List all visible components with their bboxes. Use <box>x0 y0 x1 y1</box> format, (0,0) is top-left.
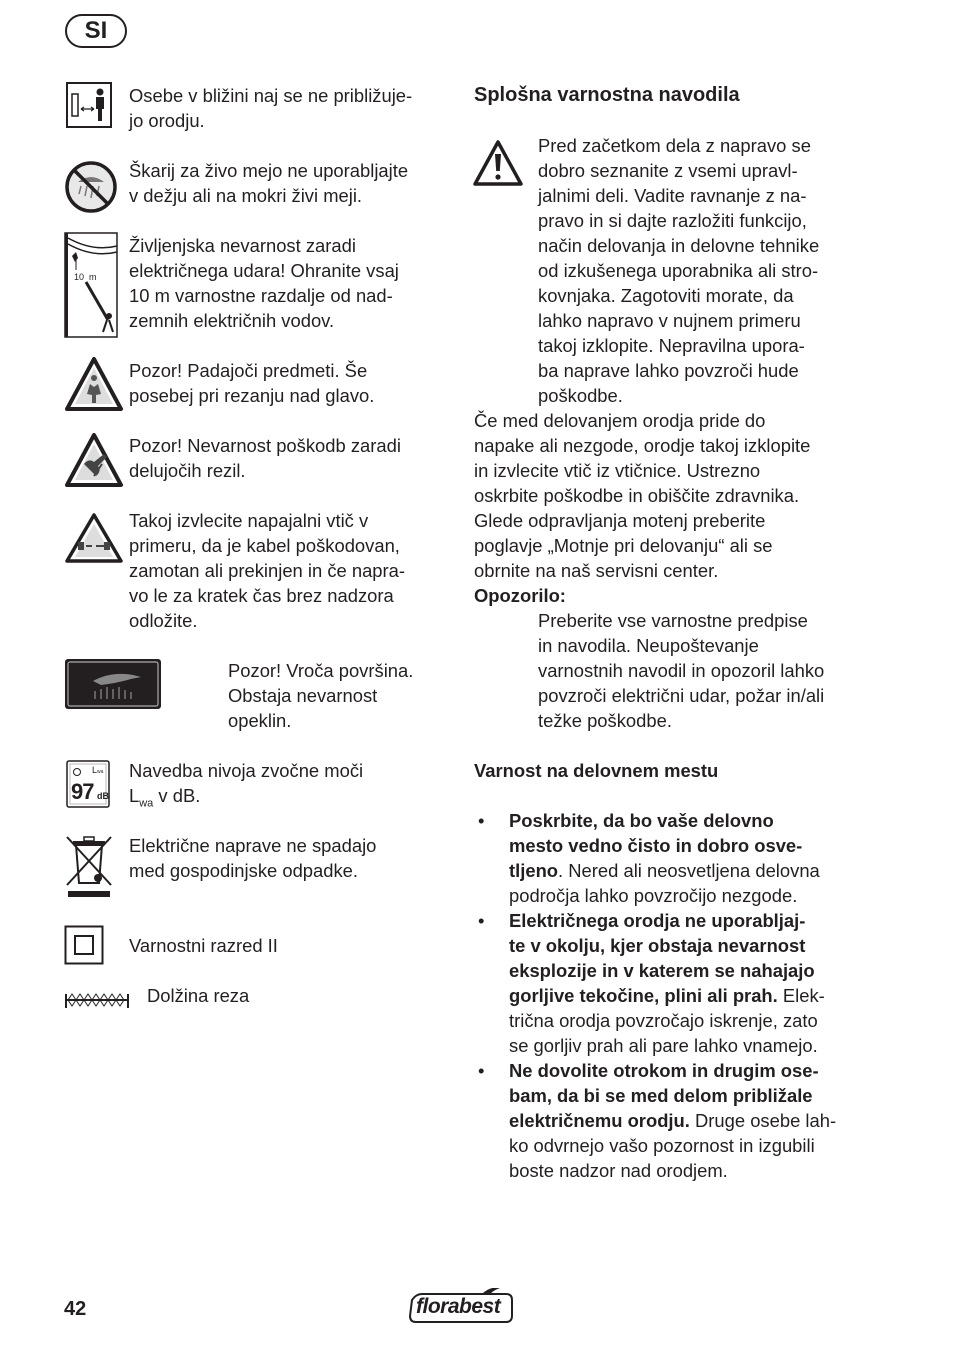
note-label: Opozorilo: <box>474 585 566 606</box>
no-rain-icon <box>64 160 118 214</box>
language-badge: SI <box>65 14 127 48</box>
bullet-marker: • <box>478 810 485 831</box>
distance-label: 10 m <box>74 272 97 282</box>
unplug-text: Takoj izvlecite napajalni vtič v primeru, da je kabel poškodovan, zamotan ali prekinjen in če napra- vo le za kratek čas brez nadzora odložite. <box>129 510 406 631</box>
brand-logo <box>406 1288 516 1326</box>
section-heading: Splošna varnostna navodila <box>474 84 740 106</box>
hot-surface-icon <box>65 659 161 709</box>
malfunction-paragraph: Če med delovanjem orodja pride do napake ali nezgode, orodje takoj izklopite in izvlecite vtič iz vtičnice. Ustrezno oskrbite poškodbe in obiščite zdravnika. Glede odpravljanja motenj preberite poglavje „Motnje pri delovanju“ ali se obrnite na naš servisni center. Opozorilo: <box>474 410 811 606</box>
warning-triangle-icon <box>472 139 524 187</box>
falling-objects-warning-icon <box>64 356 124 412</box>
bullet-marker: • <box>478 1060 485 1081</box>
warning-text: Pred začetkom dela z napravo se dobro seznanite z vsemi upravl- jalnimi deli. Vadite ravnanje z na- pravo in si dajte razložiti funkcijo, način delovanja in delovne tehnike od izkušenega uporabnika ali stro- kovnjaka. Zagotoviti morate, da lahko napravo v nujnem primeru takoj izklopite. Nepravilna upora- ba naprave lahko povzroči hude poškodbe. <box>538 135 820 406</box>
weee-bin-icon <box>64 833 114 899</box>
hot-surface-text: Pozor! Vroča površina. Obstaja nevarnost opeklin. <box>228 660 414 731</box>
no-rain-text: Škarij za živo mejo ne uporabljajte v dežju ali na mokri živi meji. <box>129 160 409 206</box>
sound-power-text: Navedba nivoja zvočne moči $L_{wa}$ v dB. <box>129 760 364 810</box>
blade-hazard-text: Pozor! Nevarnost poškodb zaradi delujočih rezil. <box>129 435 401 481</box>
class-ii-icon <box>64 925 104 965</box>
sound-power-value: 97 <box>71 779 94 804</box>
bullet-item: Električnega orodja ne uporabljaj- te v okolju, kjer obstaja nevarnost eksplozije in v katerem se nahajajo gorljive tekočine, plini ali prah. Elek- trična orodja povzročajo iskrenje, zato se gorljiv prah ali pare lahko vnamejo. <box>509 910 825 1056</box>
sound-power-symbol-wa: wa <box>97 769 104 775</box>
blade-hazard-warning-icon <box>64 432 124 488</box>
class-ii-text: Varnostni razred II <box>129 935 278 956</box>
cut-length-icon <box>64 984 130 1010</box>
brand-name: florabest <box>416 1295 501 1318</box>
sound-power-symbol-l: L <box>92 765 98 775</box>
note-text: Preberite vse varnostne predpise in navodila. Neupoštevanje varnostnih navodil in opozoril lahko povzroči električni udar, požar in/ali težke poškodbe. <box>538 610 825 731</box>
bullet-item: Poskrbite, da bo vaše delovno mesto vedno čisto in dobro osve- tljeno. Nered ali neosvetljena delovna področja lahko povzročijo nezgode. <box>509 810 820 906</box>
unplug-warning-icon <box>64 512 124 564</box>
falling-objects-text: Pozor! Padajoči predmeti. Še posebej pri rezanju nad glavo. <box>129 360 375 406</box>
bullet-item: Ne dovolite otrokom in drugim ose- bam, da bi se med delom približale električnemu orodju. Druge osebe lah- ko odvrnejo vašo pozornost in izgubili boste nadzor nad orodjem. <box>509 1060 837 1181</box>
workplace-heading: Varnost na delovnem mestu <box>474 760 719 781</box>
sound-power-figure <box>66 760 110 808</box>
weee-text: Električne naprave ne spadajo med gospodinjske odpadke. <box>129 835 377 881</box>
bullet-marker: • <box>478 910 485 931</box>
power-line-text: Življenjska nevarnost zaradi električnega udara! Ohranite vsaj 10 m varnostne razdalje od nad- zemnih električnih vodov. <box>129 235 399 331</box>
bystander-text: Osebe v bližini naj se ne približuje- jo orodju. <box>129 85 413 131</box>
sound-power-unit: dB <box>97 791 109 801</box>
power-line-distance-icon <box>64 232 118 338</box>
bystander-distance-icon <box>66 82 112 128</box>
cut-length-text: Dolžina reza <box>147 985 250 1006</box>
power-line-distance-figure <box>64 232 118 338</box>
page-number: 42 <box>64 1298 87 1320</box>
